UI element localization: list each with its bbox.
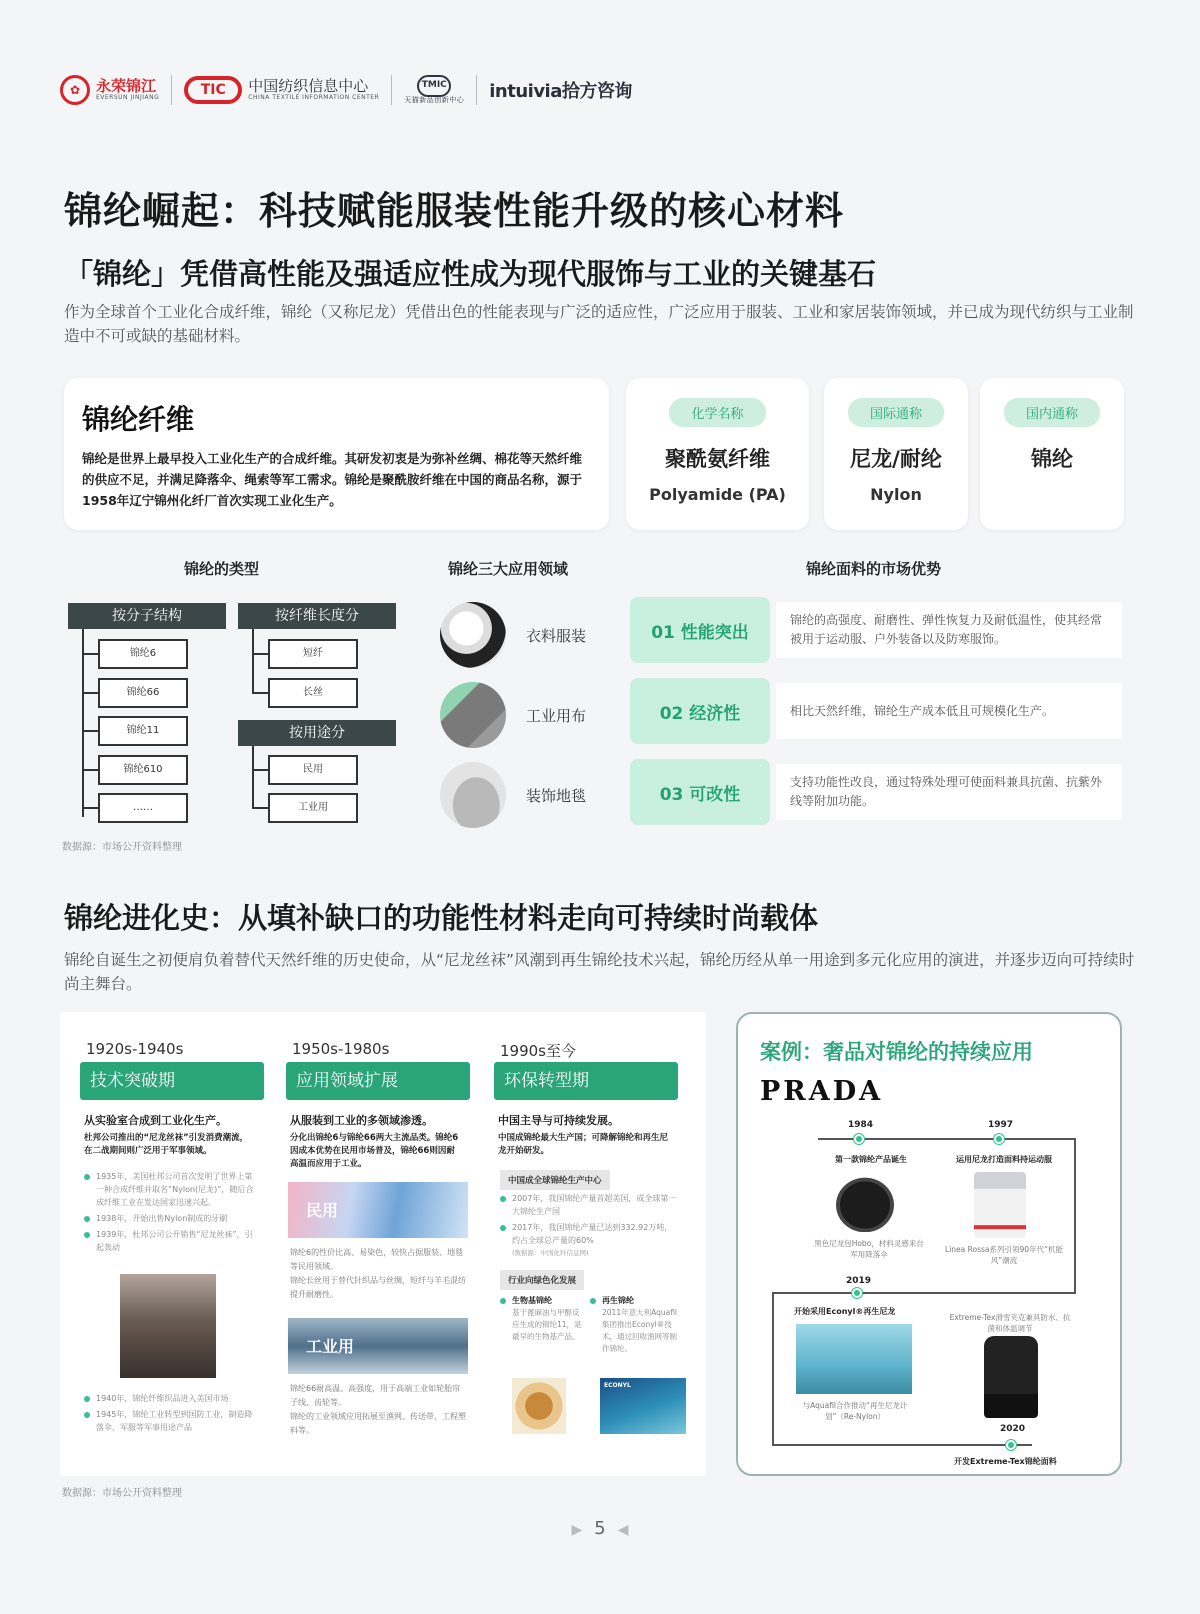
- clothing-image: [440, 602, 506, 668]
- name-pill: 化学名称: [669, 398, 765, 427]
- types-title: 锦纶的类型: [184, 560, 260, 578]
- advantage-desc: 锦纶的高强度、耐磨性、弹性恢复力及耐低温性，使其经常被用于运动服、户外装备以及防寒服饰。: [776, 602, 1122, 658]
- tree-line: [252, 746, 254, 809]
- civil-photo: [288, 1182, 468, 1238]
- timeline-dot: [994, 1134, 1004, 1144]
- logo-tmic: [404, 75, 464, 105]
- hobo-bag-image: [830, 1172, 900, 1232]
- case-year: 2020: [1000, 1424, 1026, 1434]
- name-main: 聚酰氨纤维: [665, 447, 770, 471]
- flower-icon: ✿: [60, 75, 90, 105]
- bullet-item: 2007年，我国锦纶产量首超美国，成全球第一大锦纶生产国: [500, 1192, 678, 1218]
- tree-item: 短纤: [268, 639, 358, 669]
- case-year: 1984: [848, 1120, 874, 1130]
- case-timeline-line: [1074, 1138, 1076, 1294]
- chip: 中国成全球锦纶生产中心: [500, 1170, 610, 1190]
- name-sub: Nylon: [870, 485, 922, 504]
- tree-item: ……: [98, 793, 188, 823]
- castor-photo: [512, 1378, 566, 1434]
- tree-line: [82, 653, 98, 655]
- bio-head: 生物基锦纶: [500, 1294, 586, 1307]
- chip: 行业向绿色化发展: [500, 1270, 584, 1290]
- name-pill: 国内通称: [1004, 398, 1100, 427]
- phase-text: 锦纶长丝用于替代针织品与丝绸，短纤与羊毛混纺提升耐磨性。: [290, 1276, 466, 1299]
- tree-line: [252, 653, 268, 655]
- logo-ctic-mark: TIC: [184, 76, 242, 104]
- case-head: 开始采用Econyl®再生尼龙: [794, 1307, 896, 1316]
- tree-item: 锦纶66: [98, 678, 188, 708]
- tree-line: [252, 807, 268, 809]
- prada-logo: PRADA: [760, 1076, 884, 1107]
- logo-tmic-cn: 天猫新品创新中心: [404, 96, 465, 105]
- phase-tag: 环保转型期: [494, 1062, 678, 1100]
- advantage-desc: 相比天然纤维，锦纶生产成本低且可规模化生产。: [776, 683, 1122, 739]
- tree-line: [252, 629, 254, 693]
- tree-item: 工业用: [268, 793, 358, 823]
- bullet-list: [84, 1392, 259, 1434]
- header-logos: [60, 70, 632, 110]
- name-card-international: [824, 378, 968, 530]
- logo-intuivia: [489, 77, 632, 103]
- intro-paragraph: 作为全球首个工业化合成纤维，锦纶（又称尼龙）凭借出色的性能表现与广泛的适应性，广泛应用于服装、工业和家居装饰领域，并已成为现代纺织与工业制造中不可或缺的基础材料。: [64, 303, 1134, 345]
- extreme-tex-jacket-image: [984, 1336, 1038, 1418]
- phase-text: 锦纶的工业领域应用拓展至渔网、传送带、工程塑料等。: [290, 1412, 466, 1435]
- case-text: 黑色尼龙包Hobo，材料灵感来自军用降落伞: [814, 1239, 924, 1259]
- bio-nylon-block: [500, 1294, 586, 1343]
- case-timeline-line: [772, 1292, 1076, 1294]
- logo-intuivia-cn: 拾方咨询: [561, 81, 632, 102]
- history-intro: 锦纶自诞生之初便肩负着替代天然纤维的历史使命，从“尼龙丝袜”风潮到再生锦纶技术兴起，锦纶历经从单一用途到多元化应用的演进，并逐步迈向可持续时尚主舞台。: [64, 951, 1135, 993]
- timeline-dot: [1006, 1440, 1016, 1450]
- period-label: 1920s-1940s: [86, 1040, 184, 1058]
- logo-intuivia-en: intuivia: [489, 81, 562, 102]
- case-timeline-line: [772, 1292, 774, 1446]
- period-label: 1990s至今: [500, 1042, 576, 1060]
- advantage-tag: 01 性能突出: [630, 597, 770, 663]
- bullet-item: 1945年，锦纶工业转型到国防工业，制造降落伞、军服等军事用途产品: [84, 1408, 259, 1434]
- bio-text: 基于蓖麻油与甲醇反应生成的锦纶11，是最早的生物基产品。: [512, 1308, 582, 1341]
- case-head: 开发Extreme-Tex锦纶面料: [954, 1457, 1057, 1466]
- app-label: 工业用布: [526, 706, 587, 725]
- carpet-image: [440, 762, 506, 828]
- phase-text: 锦纶6的性价比高、易染色，较快占据服装、地毯等民用领域。: [290, 1248, 464, 1271]
- name-pill: 国际通称: [848, 398, 944, 427]
- logo-ctic-en: CHINA TEXTILE INFORMATION CENTER: [248, 93, 380, 101]
- bullet-item: 1938年，开始出售Nylon制成的牙刷: [84, 1212, 259, 1225]
- name-card-domestic: [980, 378, 1124, 530]
- logo-eversun: [60, 75, 159, 105]
- bullet-item: 1939年，杜邦公司公开销售“尼龙丝袜”，引起轰动: [84, 1228, 259, 1254]
- app-label: 装饰地毯: [526, 786, 587, 805]
- divider: [476, 75, 477, 105]
- case-text: Linea Rossa系列引领90年代“机能风”潮流: [945, 1245, 1063, 1265]
- fiber-card: [64, 378, 609, 530]
- page-indicator: [0, 1518, 1200, 1539]
- advantage-tag: 02 经济性: [630, 678, 770, 744]
- recycled-nylon-block: [590, 1294, 680, 1355]
- source-note: 数据源：市场公开资料整理: [62, 842, 182, 853]
- econyl-photo: [600, 1378, 686, 1434]
- bullet-list: [84, 1170, 259, 1254]
- advantage-tag: 03 可改性: [630, 759, 770, 825]
- case-head: 运用尼龙打造面料持运动服: [956, 1155, 1052, 1164]
- tree-item: 锦纶610: [98, 755, 188, 785]
- advantages-title: 锦纶面料的市场优势: [806, 560, 942, 578]
- tree-line: [82, 730, 98, 732]
- photo-label: 工业用: [306, 1337, 355, 1356]
- phase-summary: 分化出锦纶6与锦纶66两大主流品类。锦纶6因成本优势在民用市场普及，锦纶66则因耐高温而应用于工业。: [290, 1133, 459, 1169]
- app-item-industrial: [440, 682, 586, 748]
- prev-arrow-icon: ◀: [617, 1522, 629, 1538]
- phase-tag: 应用领域扩展: [286, 1062, 470, 1100]
- tree-line: [82, 629, 84, 817]
- page-title: 锦纶崛起：科技赋能服装性能升级的核心材料: [64, 189, 845, 233]
- case-text: 与Aquafil合作推动“再生尼龙计划”（Re-Nylon）: [802, 1401, 908, 1421]
- phase-text: 锦纶66耐高温、高强度，用于高端工业如轮胎帘子线、齿轮等。: [290, 1384, 461, 1407]
- applications-title: 锦纶三大应用领域: [448, 560, 569, 578]
- advantage-desc: 支持功能性改良，通过特殊处理可使面料兼具抗菌、抗紫外线等附加功能。: [776, 764, 1122, 820]
- name-main: 尼龙/耐纶: [850, 447, 942, 471]
- logo-ctic-cn: 中国纺织信息中心: [248, 77, 369, 96]
- phase-headline: 从实验室合成到工业化生产。: [84, 1114, 227, 1127]
- phase-summary: 中国成锦纶最大生产国；可降解锦纶和再生尼龙开始研发。: [498, 1133, 669, 1156]
- bullet-item: 1940年，锦纶纤维织品进入美国市场: [84, 1392, 259, 1405]
- tree-line: [82, 807, 98, 809]
- source-note-small: (数据源：中国化纤信息网): [512, 1249, 589, 1257]
- tree-head-molecular: 按分子结构: [68, 603, 226, 629]
- case-text: Extreme-Tex滑雪夹克兼具防水、抗菌和体温调节: [949, 1313, 1071, 1333]
- page-number: 5: [594, 1518, 606, 1539]
- tree-head-length: 按纤维长度分: [238, 603, 396, 629]
- logo-eversun-en: EVERSUN JINJIANG: [96, 93, 160, 101]
- phase-headline: 从服装到工业的多领域渗透。: [290, 1114, 433, 1127]
- bullet-list: [500, 1192, 678, 1247]
- industrial-photo: [288, 1318, 468, 1374]
- phase-headline: 中国主导与可持续发展。: [498, 1114, 619, 1127]
- tree-line: [252, 769, 268, 771]
- app-label: 衣料服装: [526, 626, 587, 645]
- case-panel: [736, 1012, 1122, 1476]
- divider: [171, 75, 172, 105]
- divider: [391, 75, 392, 105]
- case-year: 2019: [846, 1276, 872, 1286]
- tree-head-use: 按用途分: [238, 720, 396, 746]
- bullet-item: 1935年，美国杜邦公司首次发明了世界上第一种合成纤维并取名“Nylon(尼龙)”，随后合成纤维工业在发达国家迅速兴起。: [84, 1170, 259, 1209]
- fabric-image: [440, 682, 506, 748]
- timeline-dot: [854, 1134, 864, 1144]
- fiber-desc: 锦纶是世界上最早投入工业化生产的合成纤维。其研发初衷是为弥补丝绸、棉花等天然纤维的供应不足，并满足降落伞、绳索等军工需求。锦纶是聚酰胺纤维在中国的商品名称，源于1958年辽宁锦州化纤厂首次实现工业化生产。: [82, 451, 583, 508]
- source-note: 数据源：市场公开资料整理: [62, 1488, 182, 1499]
- case-timeline-line: [772, 1444, 1032, 1446]
- logo-eversun-cn: 永荣锦江: [96, 77, 157, 96]
- econyl-label: ECONYL: [604, 1382, 631, 1389]
- case-year: 1997: [988, 1120, 1014, 1130]
- photo-label: 民用: [306, 1201, 339, 1220]
- tree-item: 锦纶6: [98, 639, 188, 669]
- tree-item: 长丝: [268, 678, 358, 708]
- bullet-item: 2017年，我国锦纶产量已达到332.92万吨，约占全球总产量的60%: [500, 1221, 678, 1247]
- tree-item: 民用: [268, 755, 358, 785]
- tree-line: [82, 769, 98, 771]
- section-subtitle: 「锦纶」凭借高性能及强适应性成为现代服饰与工业的关键基石: [64, 257, 877, 291]
- phase-summary: 杜邦公司推出的“尼龙丝袜”引发消费潮流，在二战期间则广泛用于军事领域。: [84, 1133, 249, 1156]
- next-arrow-icon: ▶: [571, 1522, 583, 1538]
- name-sub: Polyamide (PA): [649, 485, 786, 504]
- name-card-chemical: [626, 378, 809, 530]
- logo-tmic-mark: TMIC: [417, 75, 451, 97]
- logo-ctic: [184, 76, 379, 104]
- historical-photo: [120, 1274, 216, 1378]
- period-label: 1950s-1980s: [292, 1040, 390, 1058]
- timeline-panel: [60, 1012, 706, 1476]
- re-nylon-image: [796, 1324, 912, 1394]
- timeline-dot: [852, 1288, 862, 1298]
- tree-line: [82, 692, 98, 694]
- case-head: 第一款锦纶产品诞生: [835, 1155, 907, 1164]
- tree-line: [252, 692, 268, 694]
- re-text: 2011年意大利Aquafil集团推出Econyl®技术，通过回收渔网等制作锦纶。: [602, 1308, 678, 1353]
- tree-item: 锦纶11: [98, 716, 188, 746]
- re-head: 再生锦纶: [590, 1294, 680, 1307]
- app-item-clothing: [440, 602, 586, 668]
- fiber-title: 锦纶纤维: [82, 403, 195, 436]
- app-item-carpet: [440, 762, 586, 828]
- name-main: 锦纶: [1031, 447, 1073, 471]
- linea-rossa-image: [974, 1172, 1026, 1238]
- phase-tag: 技术突破期: [80, 1062, 264, 1100]
- case-title: 案例：奢品对锦纶的持续应用: [760, 1040, 1033, 1064]
- history-title: 锦纶进化史：从填补缺口的功能性材料走向可持续时尚载体: [64, 901, 819, 935]
